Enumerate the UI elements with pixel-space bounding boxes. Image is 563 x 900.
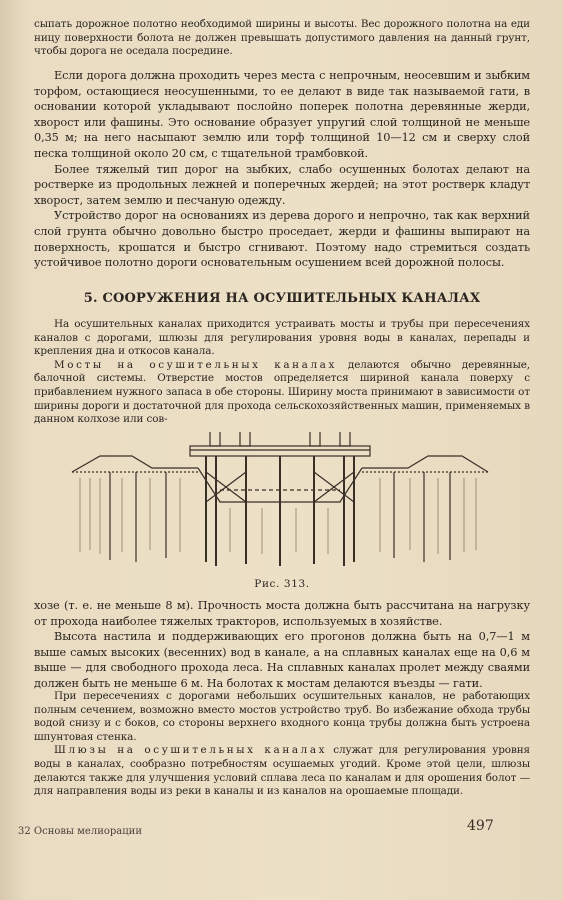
paragraph: На осушительных каналах приходится устраивать мосты и трубы при пересечениях каналов с дорогами, шлюзы для регулирования уровня воды в каналах, перепады и крепления дна и откосов канала. [34,318,530,358]
paragraph-lead: Шлюзы на осушительных каналах [54,744,328,757]
paragraph: При пересечениях с дорогами небольших осушительных каналов, не работающих полным сечением, возможно вместо мостов устройство труб. Во избежание обхода трубы водой снизу и с боков, со стороны верхнего входного конца трубы должна быть устроена шпунтовая стенка. [34,690,530,743]
section-heading-wrap [34,291,530,307]
paragraph: Более тяжелый тип дорог на зыбких, слабо осушенных болотах делают на ростверке из продольных лежней и поперечных жердей; на этот ростверк кладут хворост, затем землю и песчаную одежду. [34,162,530,207]
footer-signature: 32 Основы мелиорации [18,826,143,837]
figure-caption: Рис. 313. [254,578,310,590]
paragraph [34,744,530,798]
paragraph: сыпать дорожное полотно необходимой ширины и высоты. Вес дорожного полотна на еди ницу поверхности болота не должен превышать допустимого давления на данный грунт, чтобы дорога не оседала посредине. [34,18,530,58]
paragraph-rest: делаются обычно деревянные, балочной системы. Отверстие мостов определяется шириной канала поверху с прибавлением нужного запаса в обе стороны. Ширину моста принимают в зависимости от ширины дороги и достаточной для прохода сельскохозяйственных машин, применяемых в данном колхозе или сов- [34,358,530,426]
figure-caption-wrap [34,578,530,590]
paragraph: хозе (т. е. не меньше 8 м). Прочность моста должна быть рассчитана на нагрузку от прохода наиболее тяжелых тракторов, используемых в хозяйстве. [34,599,530,628]
paragraph: Устройство дорог на основаниях из дерева дорого и непрочно, так как верхний слой грунта обычно довольно быстро проседает, жерди и фашины выпирают на поверхность, крошатся и быстро сгнивают. Поэтому надо стремиться создать устойчивое полотно дороги основательным осушением всей дорожной полосы. [34,209,530,270]
paragraph-rest: служат для регулирования уровня воды в каналах, сообразно потребностям осушаемых угодий. Кроме этой цели, шлюзы делаются также для улучшения условий сплава леса по каналам и для орошения болот — для направления воды из реки в каналы и из каналов на орошаемые площади. [34,744,530,798]
bridge-figure [70,432,490,574]
paragraph: Если дорога должна проходить через места с непрочным, неосевшим и зыбким торфом, остающиеся неосушенными, то ее делают в виде так называемой гати, в основании которой укладывают послойно поперек полотна деревянные жерди, хворост или фашины. Это основание образует упругий слой толщиной не меньше 0,35 м; на него насыпают землю или торф толщиной 10—12 см и сверху слой песка толщиной около 20 см, с тщательной трамбовкой. [34,69,530,160]
page-number: 497 [467,818,494,834]
section-heading: 5. СООРУЖЕНИЯ НА ОСУШИТЕЛЬНЫХ КАНАЛАХ [83,291,481,306]
paragraph [34,359,530,427]
text-block-1 [34,68,530,271]
text-block-4 [34,690,530,799]
top-fragment [34,18,530,59]
paragraph: Высота настила и поддерживающих его прогонов должна быть на 0,7—1 м выше самых высоких (весенних) вод в канале, а на сплавных каналах еще на 0,6 м выше — для свободного прохода леса. На сплавных каналах пролет между сваями должен быть не меньше 6 м. На болотах к мостам делаются въезды — гати. [34,630,530,690]
paragraph-lead: Мосты на осушительных каналах [54,358,337,371]
text-block-3 [34,598,530,692]
text-block-2 [34,318,530,427]
